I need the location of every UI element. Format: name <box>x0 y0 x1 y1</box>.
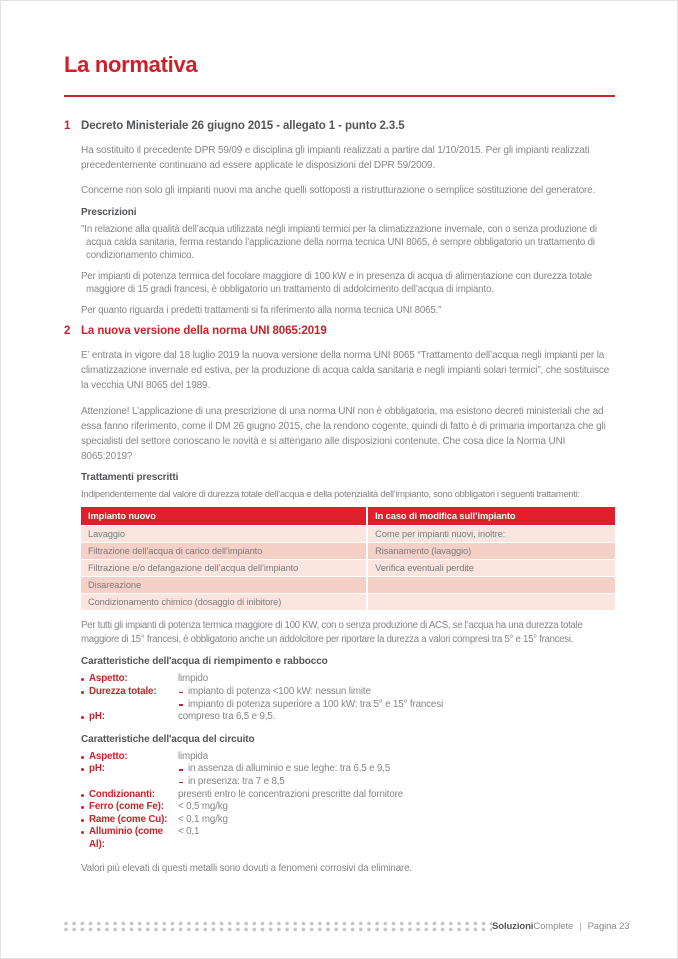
list-item <box>81 686 615 711</box>
footer-separator: | <box>579 921 582 932</box>
section-title: La nuova versione della norma UNI 8065:2019 <box>81 325 327 338</box>
list-item <box>81 711 615 724</box>
footer-text <box>492 921 629 932</box>
quote-paragraph: "In relazione alla qualità dell’acqua utilizzata negli impianti termici per la climatizzazione invernale, con o senza produzione di acqua calda sanitaria, ferma restando l’applicazione della norma tecnica UNI 8065, è sempre obbligatorio un trattamento di condizionamento chimico. <box>81 223 597 262</box>
item-values <box>178 763 615 788</box>
list-item <box>81 751 615 764</box>
table-cell: Lavaggio <box>81 526 366 542</box>
section-heading <box>64 119 615 133</box>
item-label: Ferro (come Fe): <box>81 801 178 814</box>
item-values <box>178 826 615 851</box>
list-heading-riempimento: Caratteristiche dell'acqua di riempimento e rabbocco <box>81 656 328 668</box>
subheading-prescrizioni: Prescrizioni <box>81 206 137 218</box>
bullet-icon <box>81 806 84 809</box>
list-item <box>81 763 615 788</box>
table-cell: Verifica eventuali perdite <box>366 560 615 576</box>
section-decreto-ministeriale <box>64 119 615 317</box>
table-cell <box>366 594 615 610</box>
section-norma-uni-8065 <box>64 324 615 875</box>
treatments-table <box>81 507 615 610</box>
value-line: in presenza: tra 7 e 8,5 <box>178 776 615 789</box>
table-cell: Come per impianti nuovi, inoltre: <box>366 526 615 542</box>
quote-paragraph: Per impianti di potenza termica del focolare maggiore di 100 kW e in presenza di acqua di alimentazione con durezza totale maggiore di 15 gradi francesi, è obbligatorio un trattamento di addolcimento dell’acqua di impianto. <box>81 270 593 296</box>
list-item <box>81 826 615 851</box>
section-body <box>64 143 615 317</box>
bullet-icon <box>81 831 84 834</box>
bullet-icon <box>81 691 84 694</box>
bullet-icon <box>81 768 84 771</box>
value-line: limpida <box>178 750 208 762</box>
paragraph: Concerne non solo gli impianti nuovi ma anche quelli sottoposti a ristrutturazione o semplice sostituzione del generatore. <box>81 185 596 197</box>
page-footer <box>64 921 630 932</box>
section-number: 2 <box>64 325 71 338</box>
dash-bullet-icon <box>179 769 183 771</box>
table-intro: Indipendentemente dal valore di durezza totale dell’acqua e della potenzialità dell’impianto, sono obbligatori i seguenti trattamenti: <box>81 489 580 501</box>
list-heading-circuito: Caratteristiche dell'acqua del circuito <box>81 733 255 745</box>
list-item <box>81 673 615 686</box>
table-row <box>81 576 615 593</box>
closing-paragraph: Valori più elevati di questi metalli sono dovuti a fenomeni corrosivi da eliminare. <box>81 862 412 874</box>
bullet-icon <box>81 716 84 719</box>
value-line: < 0,1 mg/kg <box>178 813 228 825</box>
table-cell: Risanamento (lavaggio) <box>366 543 615 559</box>
value-line: presenti entro le concentrazioni prescritte dal fornitore <box>178 788 404 800</box>
item-label: pH: <box>81 711 178 724</box>
item-values <box>178 789 615 802</box>
list-riempimento <box>81 673 615 723</box>
section-number: 1 <box>64 120 71 132</box>
value-line: impianto di potenza <100 kW: nessun limite <box>178 686 615 699</box>
paragraph: E’ entrata in vigore dal 18 luglio 2019 la nuova versione della norma UNI 8065 “Trattamento dell’acqua negli impianti per la climatizzazione invernale ed estiva, per la produzione di acqua calda sanitaria e negli impianti solari termici”, che sostituisce la vecchia UNI 8065 del 1989. <box>81 350 610 392</box>
table-cell: Disareazione <box>81 577 366 593</box>
brand-name-regular: Complete <box>533 921 574 932</box>
list-item <box>81 789 615 802</box>
section-heading <box>64 324 615 338</box>
item-label: Durezza totale: <box>81 686 178 711</box>
dash-bullet-icon <box>179 692 183 694</box>
item-values <box>178 673 615 686</box>
item-values <box>178 801 615 814</box>
table-row <box>81 559 615 576</box>
item-values <box>178 686 615 711</box>
value-line: < 0,1 <box>178 826 200 838</box>
item-label: Aspetto: <box>81 751 178 764</box>
dot-pattern-decoration <box>64 921 492 932</box>
item-label: pH: <box>81 763 178 788</box>
dash-bullet-icon <box>179 704 183 706</box>
list-item <box>81 814 615 827</box>
after-table-paragraph: Per tutti gli impianti di potenza termica maggiore di 100 KW, con o senza produzione di ACS, se l’acqua ha una durezza totale maggiore di 15° francesi, è obbligatorio anche un addolcitore per riportare la durezza a valori compresi tra 5° e 15° francesi. <box>81 620 583 645</box>
dash-bullet-icon <box>179 782 183 784</box>
table-header-row <box>81 507 615 525</box>
item-label: Alluminio (come Al): <box>81 826 178 851</box>
bullet-icon <box>81 794 84 797</box>
item-values <box>178 751 615 764</box>
value-line: compreso tra 6,5 e 9,5. <box>178 711 276 723</box>
list-circuito <box>81 751 615 852</box>
item-label: Condizionanti: <box>81 789 178 802</box>
page-content <box>1 51 677 875</box>
item-values <box>178 711 615 724</box>
item-label: Rame (come Cu): <box>81 814 178 827</box>
quote-paragraph: Per quanto riguarda i predetti trattamenti si fa riferimento alla norma tecnica UNI 8065." <box>81 304 442 316</box>
title-divider <box>64 95 615 97</box>
table-cell <box>366 577 615 593</box>
paragraph: Attenzione! L’applicazione di una prescrizione di una norma UNI non è obbligatoria, ma esistono decreti ministeriali che ad essa fanno riferimento, come il DM 26 giugno 2015, che la rendono cogente, quindi di fatto è di primaria importanza che gli specialisti del settore conoscano le novità e si attengano alle disposizioni contenute. Che cosa dice la Norma UNI 8065:2019? <box>81 405 606 463</box>
value-line: limpido <box>178 673 208 685</box>
subheading-trattamenti-prescritti: Trattamenti prescritti <box>81 472 179 484</box>
value-line: impianto di potenza superiore a 100 kW: tra 5° e 15° francesi <box>178 699 615 712</box>
table-header-cell: Impianto nuovo <box>81 507 366 525</box>
table-row <box>81 542 615 559</box>
table-row <box>81 593 615 610</box>
item-values <box>178 814 615 827</box>
table-row <box>81 525 615 542</box>
bullet-icon <box>81 819 84 822</box>
list-item <box>81 801 615 814</box>
section-body <box>64 348 615 875</box>
page-title: La normativa <box>64 52 198 77</box>
page-number: Pagina 23 <box>587 921 630 932</box>
bullet-icon <box>81 756 84 759</box>
table-cell: Filtrazione e/o defangazione dell’acqua dell’impianto <box>81 560 366 576</box>
bullet-icon <box>81 678 84 681</box>
paragraph: Ha sostituito il precedente DPR 59/09 e disciplina gli impianti realizzati a partire dal 1/10/2015. Per gli impianti realizzati precedentemente continuano ad essere applicate le disposizioni del DPR 59/2009. <box>81 145 590 172</box>
table-cell: Condizionamento chimico (dosaggio di inibitore) <box>81 594 366 610</box>
item-label: Aspetto: <box>81 673 178 686</box>
section-title: Decreto Ministeriale 26 giugno 2015 - allegato 1 - punto 2.3.5 <box>81 120 405 132</box>
brand-name-bold: Soluzioni <box>492 921 534 932</box>
value-line: < 0,5 mg/kg <box>178 801 228 813</box>
value-line: in assenza di alluminio e sue leghe: tra 6,5 e 9,5 <box>178 763 615 776</box>
table-header-cell: In caso di modifica sull’impianto <box>366 507 615 525</box>
table-cell: Filtrazione dell’acqua di carico dell’impianto <box>81 543 366 559</box>
